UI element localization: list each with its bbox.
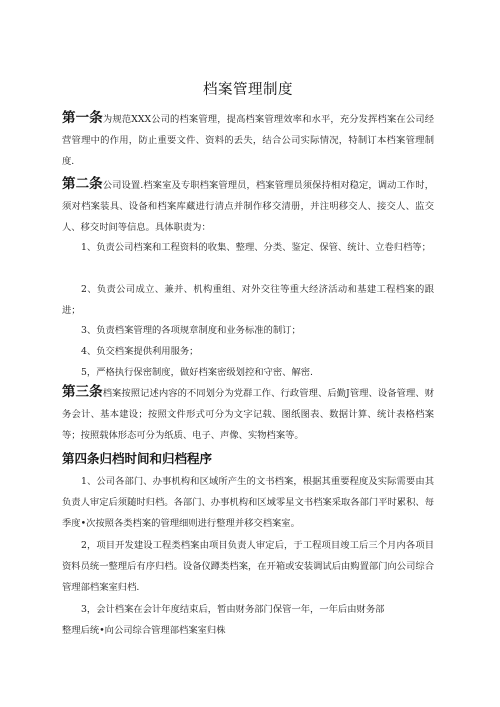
article-4-item-3: 3，会计档案在会计年度结束后，暂由财务部门保管一年，一年后由财务部: [81, 604, 385, 615]
article-4-item-3-continuation: 整理后统•向公司综合管理部档案室归株: [62, 625, 226, 636]
document-title: 档案管理制度: [203, 82, 293, 98]
article-2-item-2: 2、负责公司成立、兼并、机构重组、对外交往等重大经济活动和基建工程档案的跟进；: [62, 284, 434, 316]
article-4-heading: 第四条归档时间和归档程序: [62, 451, 213, 466]
article-1-text: 为规范XXX公司的档案管理，提高档案管理效率和水平，充分发挥档案在公司经营管理中的作用，防止重要文件、资料的丢失，结合公司实际情况，特制订本档案管理制度.: [62, 114, 434, 167]
article-2-item-3: 3、负责档案管理的各项规章制度和业务标准的制订；: [81, 325, 301, 336]
article-2-item-4: 4、负交档案提供利用服务；: [81, 346, 199, 357]
article-1-label: 第一条: [62, 110, 103, 126]
article-2-item-5: 5，严格执行保密制度，做好档案密级划控和守密、解密.: [81, 367, 313, 378]
article-4-item-2: 2，项目开发建设工程类档案由项目负责人审定后，于工程项目竣工后三个月内各项目资料员统一整理后有序归档。设备仪蹲类档案，在开箱或安装调试后由购置部门向公司综合管理部档案室归档.: [62, 540, 434, 593]
article-2-text: 公司设置.档案室及专职档案管理员，档案管理员须保持相对稳定，调动工作时，须对档案装具、设备和档案库藏进行清点并制作移交清册，并注明移交人、接交人、监交人、移交时间等信息。具体职责为：: [62, 180, 434, 233]
article-3: [62, 382, 434, 446]
article-2: [62, 174, 434, 238]
article-2-label: 第二条: [62, 176, 103, 192]
article-1: [62, 108, 434, 172]
article-2-item-1: 1、负责公司档案和工程资料的收集、整理、分类、鉴定、保管、统计、立卷归档等；: [81, 242, 431, 253]
article-4-item-1: 1、公司各部门、办事机构和区域所产生的文书档案，根据其重要程度及实际需要由其负责人审定后须随时归档。各部门、办事机构和区域零星文书档案采取各部门平时累积、每季度•次按照各类档案的管理细则进行整理并移交档案室。: [62, 476, 434, 529]
article-3-label: 第三条: [62, 384, 103, 400]
article-3-text: 档案按照记述内容的不同划分为党群工作、行政管理、后勤J管理、设备管理、财务会计、基本建设；按照文件形式可分为文字记载、图纸图表、数据计算、统计表格档案等；按照载体形态可分为纸质、电子、声像、实物档案等。: [62, 388, 434, 441]
